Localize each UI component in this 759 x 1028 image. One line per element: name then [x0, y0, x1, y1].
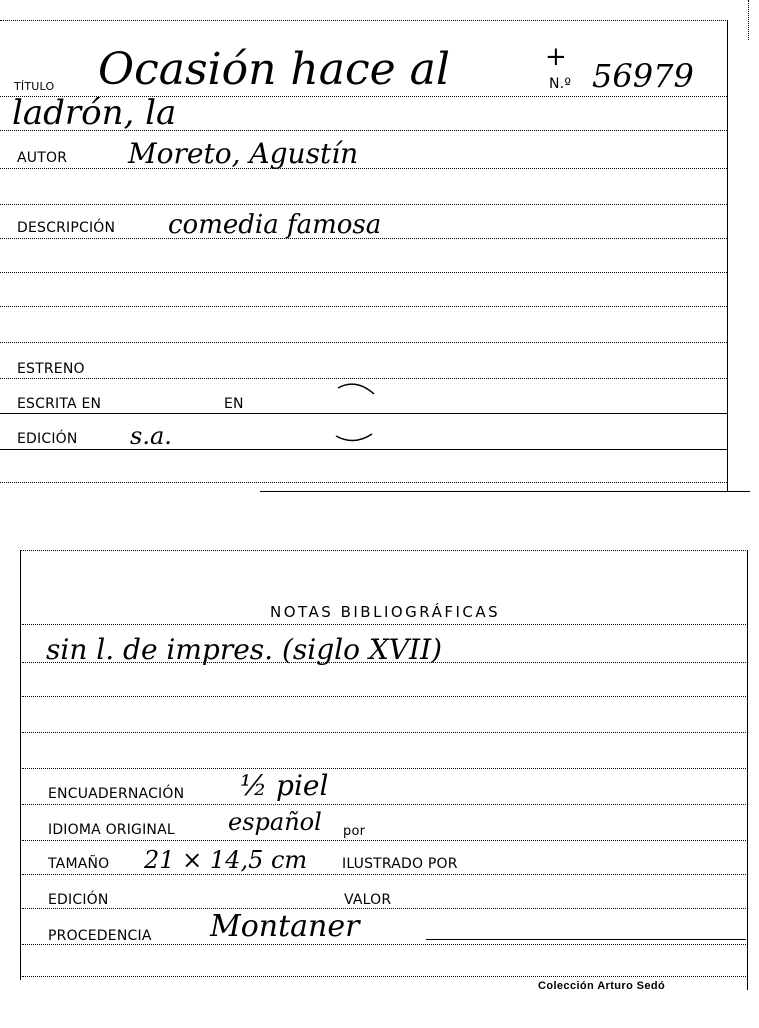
- estreno-label: ESTRENO: [17, 361, 85, 377]
- escrita-en-label: ESCRITA EN: [17, 396, 102, 412]
- titulo-value-line1: Ocasión hace al: [98, 44, 450, 95]
- por-label: por: [343, 824, 366, 839]
- blank-line-1: [0, 204, 727, 205]
- edicion-label: EDICIÓN: [17, 431, 78, 447]
- edicion-line: [0, 449, 727, 450]
- numero-label: N.º: [549, 76, 572, 92]
- procedencia-value: Montaner: [210, 909, 360, 944]
- notas-value: sin l. de impres. (siglo XVII): [46, 633, 443, 666]
- procedencia-line: [22, 944, 746, 945]
- descripcion-line: [0, 238, 727, 239]
- numero-value: 56979: [592, 57, 694, 95]
- titulo-line-2: [0, 130, 727, 131]
- edicion2-label: EDICIÓN: [48, 892, 109, 908]
- descripcion-value: comedia famosa: [168, 210, 382, 240]
- titulo-value-line2: ladrón, la: [12, 93, 177, 133]
- estreno-line: [0, 378, 727, 379]
- idioma-label: IDIOMA ORIGINAL: [48, 822, 175, 838]
- procedencia-label: PROCEDENCIA: [48, 928, 152, 944]
- ilustrado-label: ILUSTRADO POR: [342, 856, 458, 872]
- encuadernacion-line: [22, 804, 746, 805]
- edicion2-line: [22, 908, 746, 909]
- card2-left-border: [20, 550, 21, 980]
- card2-top-edge: [20, 550, 748, 551]
- blank-line-3: [0, 306, 727, 307]
- card2-bottom-edge: [22, 976, 746, 977]
- autor-label: AUTOR: [17, 150, 68, 166]
- encuadernacion-label: ENCUADERNACIÓN: [48, 786, 185, 802]
- card1-top-edge: [0, 20, 728, 21]
- idioma-value: español: [228, 808, 322, 836]
- autor-line: [0, 168, 727, 169]
- encuadernacion-value: ½ piel: [240, 769, 329, 802]
- titulo-label: TÍTULO: [14, 80, 55, 93]
- en-label: EN: [224, 396, 244, 412]
- tamano-label: TAMAÑO: [48, 856, 110, 872]
- card1-right-border: [727, 20, 728, 492]
- card1-bottom-dotted: [0, 482, 727, 483]
- procedencia-solid-line: [426, 939, 746, 940]
- edicion-value: s.a.: [130, 422, 172, 450]
- card2-right-border: [747, 550, 748, 990]
- tamano-line: [22, 874, 746, 875]
- valor-label: VALOR: [344, 892, 392, 908]
- blank-line-4: [0, 342, 727, 343]
- idioma-line: [22, 840, 746, 841]
- notas-line-2: [22, 696, 746, 697]
- card1-bottom-edge: [260, 491, 750, 492]
- tamano-value: 21 × 14,5 cm: [144, 846, 308, 874]
- heading-line: [22, 624, 746, 625]
- notas-line-3: [22, 732, 746, 733]
- autor-value: Moreto, Agustín: [128, 137, 359, 170]
- collection-footer: Colección Arturo Sedó: [538, 980, 666, 992]
- descripcion-label: DESCRIPCIÓN: [17, 220, 116, 236]
- card1-corner-mark: [748, 0, 749, 40]
- cross-mark: +: [545, 42, 567, 72]
- punch-hole-mark: [328, 380, 384, 446]
- notas-line-1: [22, 662, 746, 663]
- blank-line-2: [0, 272, 727, 273]
- notas-heading: NOTAS BIBLIOGRÁFICAS: [270, 603, 501, 621]
- notas-line-4: [22, 768, 746, 769]
